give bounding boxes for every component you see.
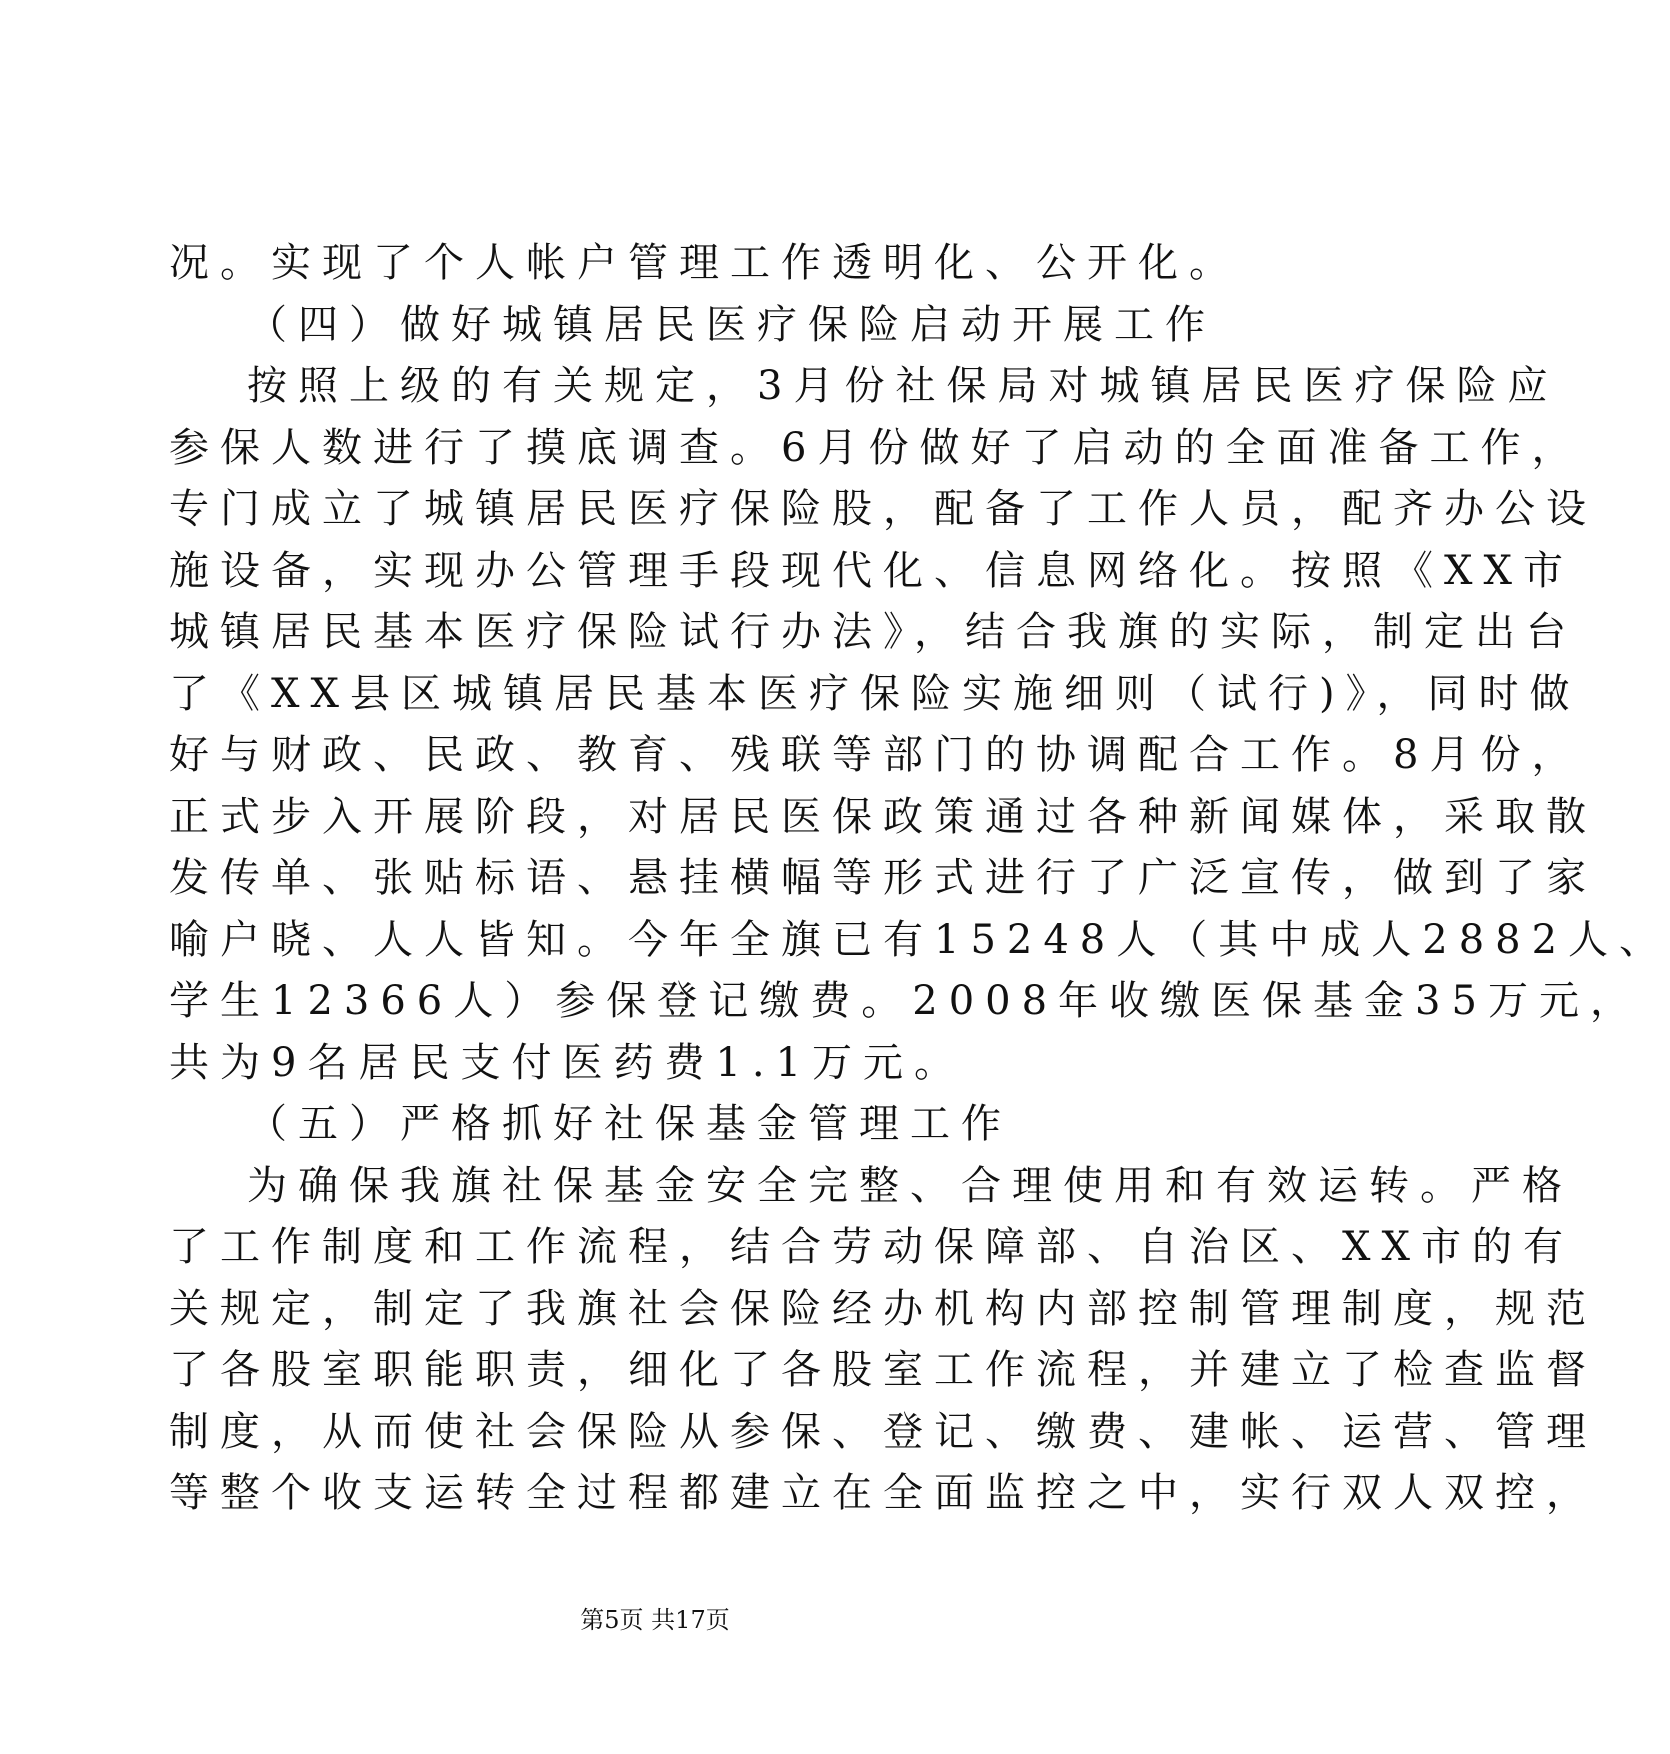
text-line: 况。实现了个人帐户管理工作透明化、公开化。 <box>169 240 1240 286</box>
text-line: 喻户晓、人人皆知。今年全旗已有15248人（其中成人2882人、 <box>169 916 1670 963</box>
text-line: 专门成立了城镇居民医疗保险股，配备了工作人员，配齐办公设 <box>169 486 1597 532</box>
section-heading: （四）做好城镇居民医疗保险启动开展工作 <box>247 301 1216 348</box>
text-line: 好与财政、民政、教育、残联等部门的协调配合工作。8月份， <box>169 732 1583 778</box>
text-line: 发传单、张贴标语、悬挂横幅等形式进行了广泛宣传，做到了家 <box>169 855 1597 901</box>
page-footer: 第5页 共17页 <box>580 1606 730 1634</box>
text-line: 共为9名居民支付医药费1.1万元。 <box>169 1039 966 1086</box>
text-line: 制度，从而使社会保险从参保、登记、缴费、建帐、运营、管理 <box>169 1408 1597 1455</box>
text-line: 施设备，实现办公管理手段现代化、信息网络化。按照《XX市 <box>169 547 1574 594</box>
text-line: 城镇居民基本医疗保险试行办法》，结合我旗的实际，制定出台 <box>169 609 1577 655</box>
text-line: 学生12366人）参保登记缴费。2008年收缴医保基金35万元， <box>169 978 1641 1024</box>
text-line: 正式步入开展阶段，对居民医保政策通过各种新闻媒体，采取散 <box>169 793 1597 840</box>
text-line: 关规定，制定了我旗社会保险经办机构内部控制管理制度，规范 <box>169 1285 1597 1332</box>
text-line: 了工作制度和工作流程，结合劳动保障部、自治区、XX市的有 <box>169 1224 1574 1270</box>
text-line: 了《XX县区城镇居民基本医疗保险实施细则（试行)》，同时做 <box>169 670 1581 717</box>
text-line: 按照上级的有关规定，3月份社保局对城镇居民医疗保险应 <box>247 363 1559 409</box>
text-line: 了各股室职能职责，细化了各股室工作流程，并建立了检查监督 <box>169 1347 1597 1393</box>
text-line: 参保人数进行了摸底调查。6月份做好了启动的全面准备工作， <box>169 424 1583 471</box>
text-line: 等整个收支运转全过程都建立在全面监控之中，实行双人双控， <box>169 1470 1597 1516</box>
text-line: 为确保我旗社保基金安全完整、合理使用和有效运转。严格 <box>247 1162 1573 1209</box>
section-heading: （五）严格抓好社保基金管理工作 <box>247 1101 1012 1147</box>
